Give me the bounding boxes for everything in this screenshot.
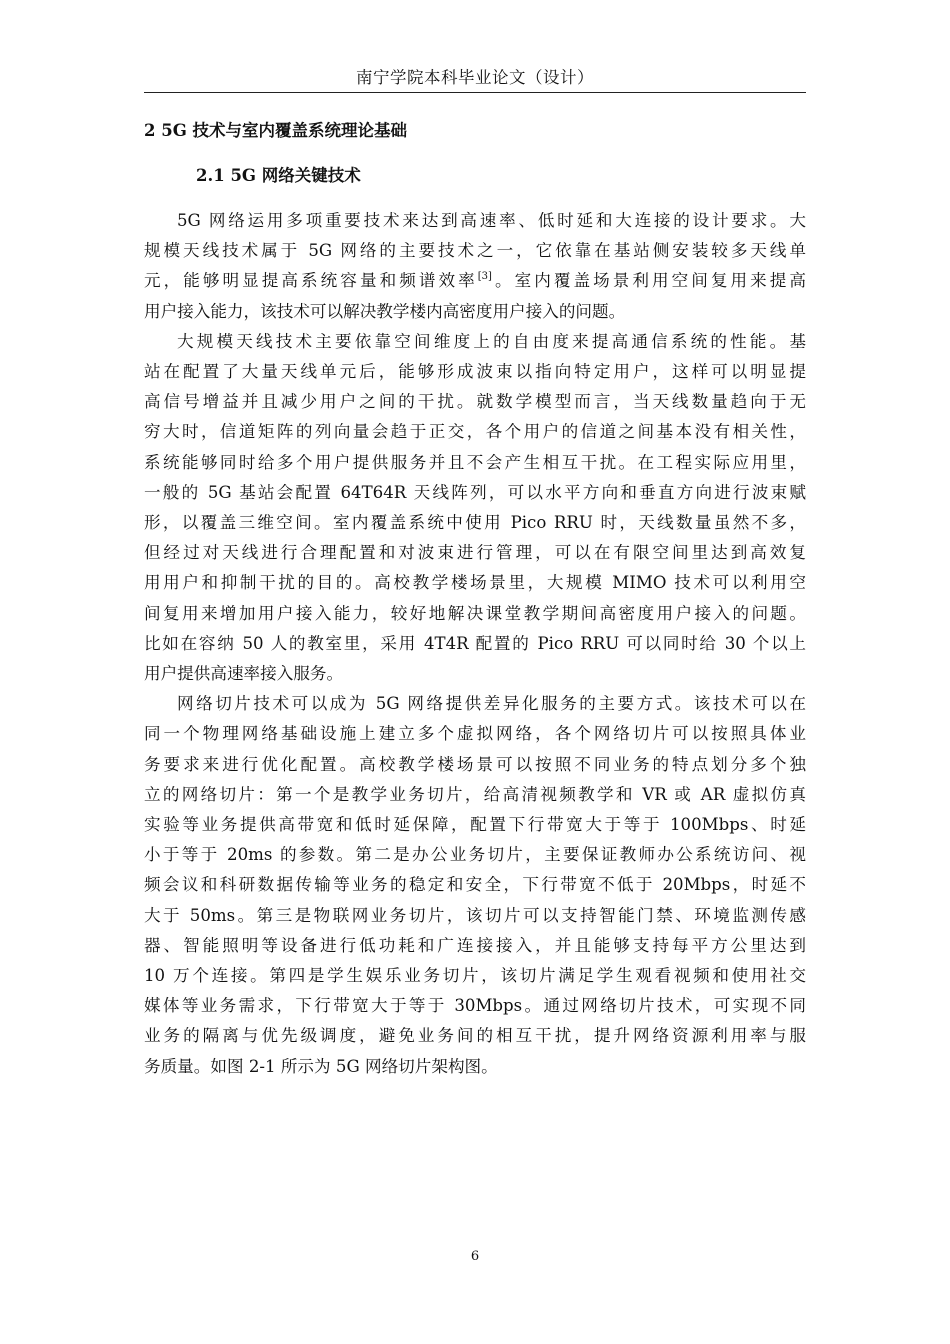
running-header: 南宁学院本科毕业论文（设计） [144, 64, 806, 93]
text-line: 一般的 5G 基站会配置 64T64R 天线阵列，可以水平方向和垂直方向进行波束赋 [144, 482, 806, 502]
text-line: 5G 网络运用多项重要技术来达到高速率、低时延和大连接的设计要求。大 [177, 211, 806, 230]
subsection-heading: 2.1 5G 网络关键技术 [196, 166, 361, 185]
text-line: 形，以覆盖三维空间。室内覆盖系统中使用 Pico RRU 时，天线数量虽然不多， [144, 513, 806, 533]
text-line: 务质量。如图 2-1 所示为 5G 网络切片架构图。 [144, 1056, 498, 1076]
text-line: 同一个物理网络基础设施上建立多个虚拟网络，各个网络切片可以按照具体业 [144, 724, 806, 744]
text-line: 实验等业务提供高带宽和低时延保障，配置下行带宽大于等于 100Mbps、时延 [144, 815, 806, 835]
text-line: 器、智能照明等设备进行低功耗和广连接接入，并且能够支持每平方公里达到 [144, 935, 806, 955]
text-line: 系统能够同时给多个用户提供服务并且不会产生相互干扰。在工程实际应用里， [144, 452, 806, 472]
text-line: 务要求来进行优化配置。高校教学楼场景可以按照不同业务的特点划分多个独 [144, 754, 806, 774]
text-line: 高信号增益并且减少用户之间的干扰。就数学模型而言，当天线数量趋向于无 [144, 392, 806, 412]
text-line: 小于等于 20ms 的参数。第二是办公业务切片，主要保证教师办公系统访问、视 [144, 845, 806, 865]
text-line: 用户接入能力，该技术可以解决教学楼内高密度用户接入的问题。 [144, 301, 626, 321]
body-text [144, 206, 806, 1082]
text-line: 用用户和抑制干扰的目的。高校教学楼场景里，大规模 MIMO 技术可以利用空 [144, 573, 806, 593]
text-line: 网络切片技术可以成为 5G 网络提供差异化服务的主要方式。该技术可以在 [177, 694, 806, 714]
text-line-with-citation [144, 266, 806, 296]
text-line: 但经过对天线进行合理配置和对波束进行管理，可以在有限空间里达到高效复 [144, 543, 806, 563]
text-line: 立的网络切片：第一个是教学业务切片，给高清视频教学和 VR 或 AR 虚拟仿真 [144, 784, 806, 804]
text-line: 比如在容纳 50 人的教室里，采用 4T4R 配置的 Pico RRU 可以同时给 30 个以上 [144, 633, 806, 653]
text-line: 用户提供高速率接入服务。 [144, 664, 344, 684]
text-segment: 元，能够明显提高系统容量和频谱效率 [144, 271, 478, 291]
page-number: 6 [470, 1249, 480, 1264]
text-line: 站在配置了大量天线单元后，能够形成波束以指向特定用户，这样可以明显提 [144, 362, 806, 382]
text-line: 大规模天线技术主要依靠空间维度上的自由度来提高通信系统的性能。基 [177, 331, 806, 351]
text-line: 10 万个连接。第四是学生娱乐业务切片，该切片满足学生观看视频和使用社交 [144, 966, 806, 986]
text-segment: 。室内覆盖场景利用空间复用来提高 [491, 271, 807, 291]
paragraph [144, 206, 806, 327]
text-line: 规模天线技术属于 5G 网络的主要技术之一，它依靠在基站侧安装较多天线单 [144, 241, 806, 261]
text-line: 大于 50ms。第三是物联网业务切片，该切片可以支持智能门禁、环境监测传感 [144, 905, 806, 925]
text-line: 间复用来增加用户接入能力，较好地解决课堂教学期间高密度用户接入的问题。 [144, 603, 806, 623]
text-line: 媒体等业务需求，下行带宽大于等于 30Mbps。通过网络切片技术，可实现不同 [144, 996, 806, 1016]
text-line: 频会议和科研数据传输等业务的稳定和安全，下行带宽不低于 20Mbps，时延不 [144, 875, 806, 895]
text-line: 业务的隔离与优先级调度，避免业务间的相互干扰，提升网络资源利用率与服 [144, 1026, 806, 1046]
paragraph [144, 327, 806, 689]
citation-marker: [3] [477, 271, 492, 283]
text-line: 穷大时，信道矩阵的列向量会趋于正交，各个用户的信道之间基本没有相关性， [144, 422, 806, 442]
section-heading: 2 5G 技术与室内覆盖系统理论基础 [144, 121, 408, 140]
paragraph [144, 689, 806, 1082]
